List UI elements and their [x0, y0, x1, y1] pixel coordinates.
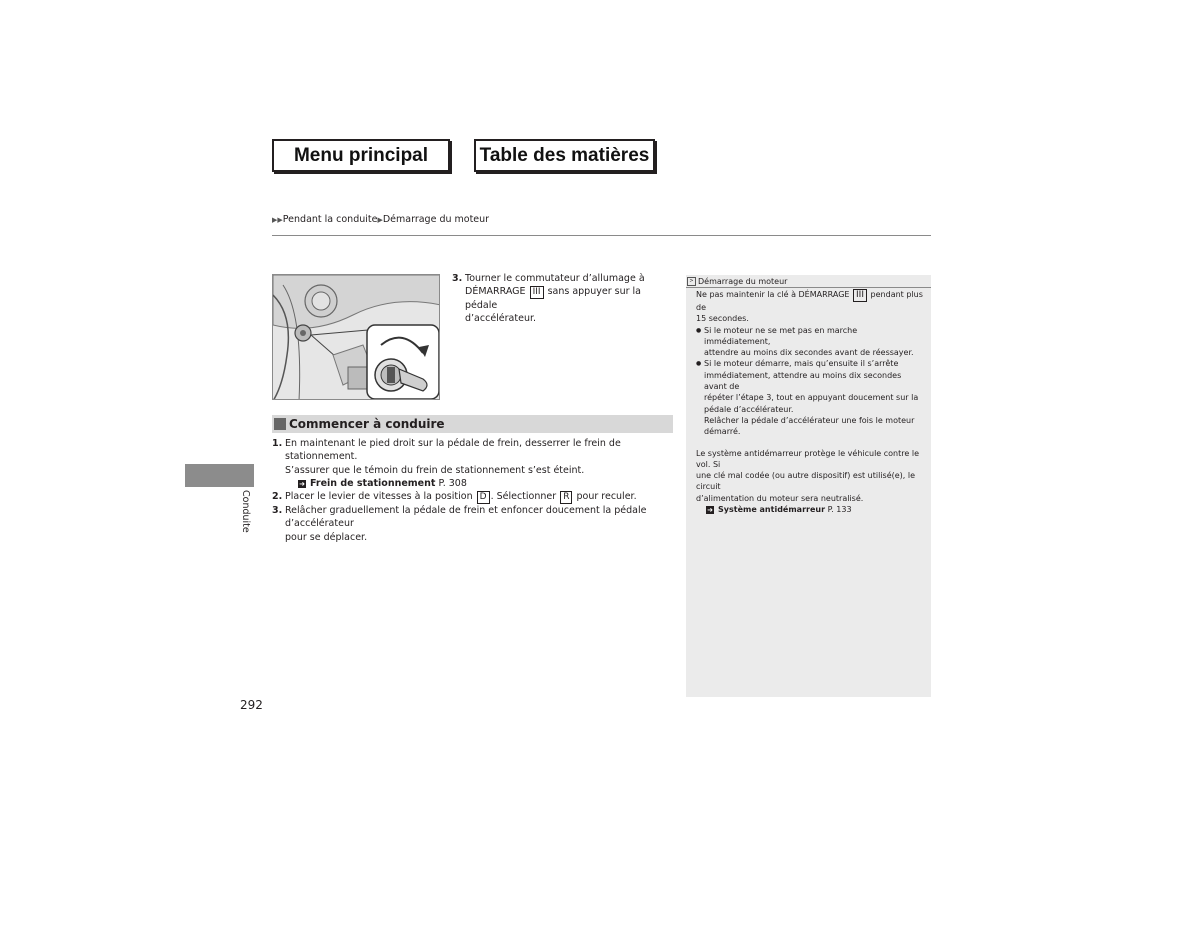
step-text-line: Tourner le commutateur d’allumage à [465, 273, 645, 284]
step-text-line: S’assurer que le témoin du frein de stationnement s’est éteint. [285, 464, 585, 476]
table-of-contents-button[interactable]: Table des matières [474, 139, 655, 172]
step-1 [272, 437, 682, 490]
step-text-line: d’accélérateur. [465, 313, 537, 324]
breadcrumb-item-engine-start[interactable]: Démarrage du moteur [382, 214, 490, 225]
section-square-icon [274, 418, 286, 430]
main-menu-button[interactable]: Menu principal [272, 139, 450, 172]
driving-steps [272, 437, 682, 544]
sidebar-text-line: Le système antidémarreur protège le véhicule contre le vol. Si [696, 448, 919, 469]
sidebar-text-line: 15 secondes. [696, 314, 749, 324]
reference-arrow-icon: ➜ [707, 506, 713, 515]
breadcrumb [272, 214, 489, 225]
breadcrumb-arrow-icon: ▶ [377, 216, 383, 224]
step-text-line: pour se déplacer. [285, 531, 368, 543]
chapter-tab-label[interactable]: Conduite [240, 490, 251, 533]
gear-position-r: R [560, 491, 572, 504]
step-number: 3. [272, 505, 283, 517]
note-marker-icon: > [687, 277, 696, 286]
breadcrumb-item-driving[interactable]: Pendant la conduite [282, 214, 378, 225]
step-text-line: Placer le levier de vitesses à la position D . Sélectionner R pour reculer. [285, 491, 637, 503]
header-divider [272, 235, 931, 236]
step-text-line: Relâcher graduellement la pédale de frein et enfoncer doucement la pédale d’accélérateur [285, 505, 647, 530]
sidebar-text-line: d’alimentation du moteur sera neutralisé. [696, 493, 864, 503]
sidebar-body [696, 289, 924, 515]
step-2 [272, 490, 682, 504]
sidebar-text-line: une clé mal codée (ou autre dispositif) est utilisé(e), le circuit [696, 471, 916, 492]
step-number: 3. [452, 273, 463, 284]
step-3-ignition [452, 272, 667, 325]
step-number: 2. [272, 491, 283, 503]
chapter-tab-marker [185, 464, 254, 487]
gear-position-d: D [477, 491, 490, 504]
sidebar-bullet: ● Si le moteur démarre, mais qu’ensuite il s’arrête immédiatement, attendre au moins dix secondes avant de répéter l’étape 3, tout en appuyant doucement sur la pédale d’accélérateur. Relâcher la pédale d’accélérateur une fois le moteur démarré. [696, 358, 924, 437]
ignition-illustration [272, 274, 440, 400]
sidebar-bullet: ● Si le moteur ne se met pas en marche immédiatement, attendre au moins dix secondes avant de réessayer. [696, 325, 924, 359]
page-number: 292 [240, 698, 263, 712]
section-heading [272, 415, 673, 433]
sidebar-heading: > Démarrage du moteur [686, 275, 931, 288]
breadcrumb-arrow-icon: ▶▶ [272, 216, 283, 224]
sidebar-text-line: Ne pas maintenir la clé à DÉMARRAGE III pendant plus de [696, 290, 923, 312]
step-text-line: En maintenant le pied droit sur la pédale de frein, desserrer le frein de stationnement. [285, 438, 621, 463]
ignition-position-key: III [530, 286, 544, 299]
step-text-line: DÉMARRAGE III sans appuyer sur la pédale [465, 286, 641, 311]
section-title: Commencer à conduire [289, 417, 445, 431]
ignition-position-key: III [853, 289, 867, 302]
ignition-key-illustration-icon [273, 275, 440, 400]
step-number: 1. [272, 438, 283, 449]
step-3 [272, 504, 682, 544]
reference-arrow-icon: ➜ [299, 479, 305, 488]
cross-reference-parking-brake[interactable]: ➜ Frein de stationnement P. 308 [299, 477, 467, 489]
cross-reference-immobilizer[interactable]: ➜ Système antidémarreur P. 133 [707, 505, 852, 515]
